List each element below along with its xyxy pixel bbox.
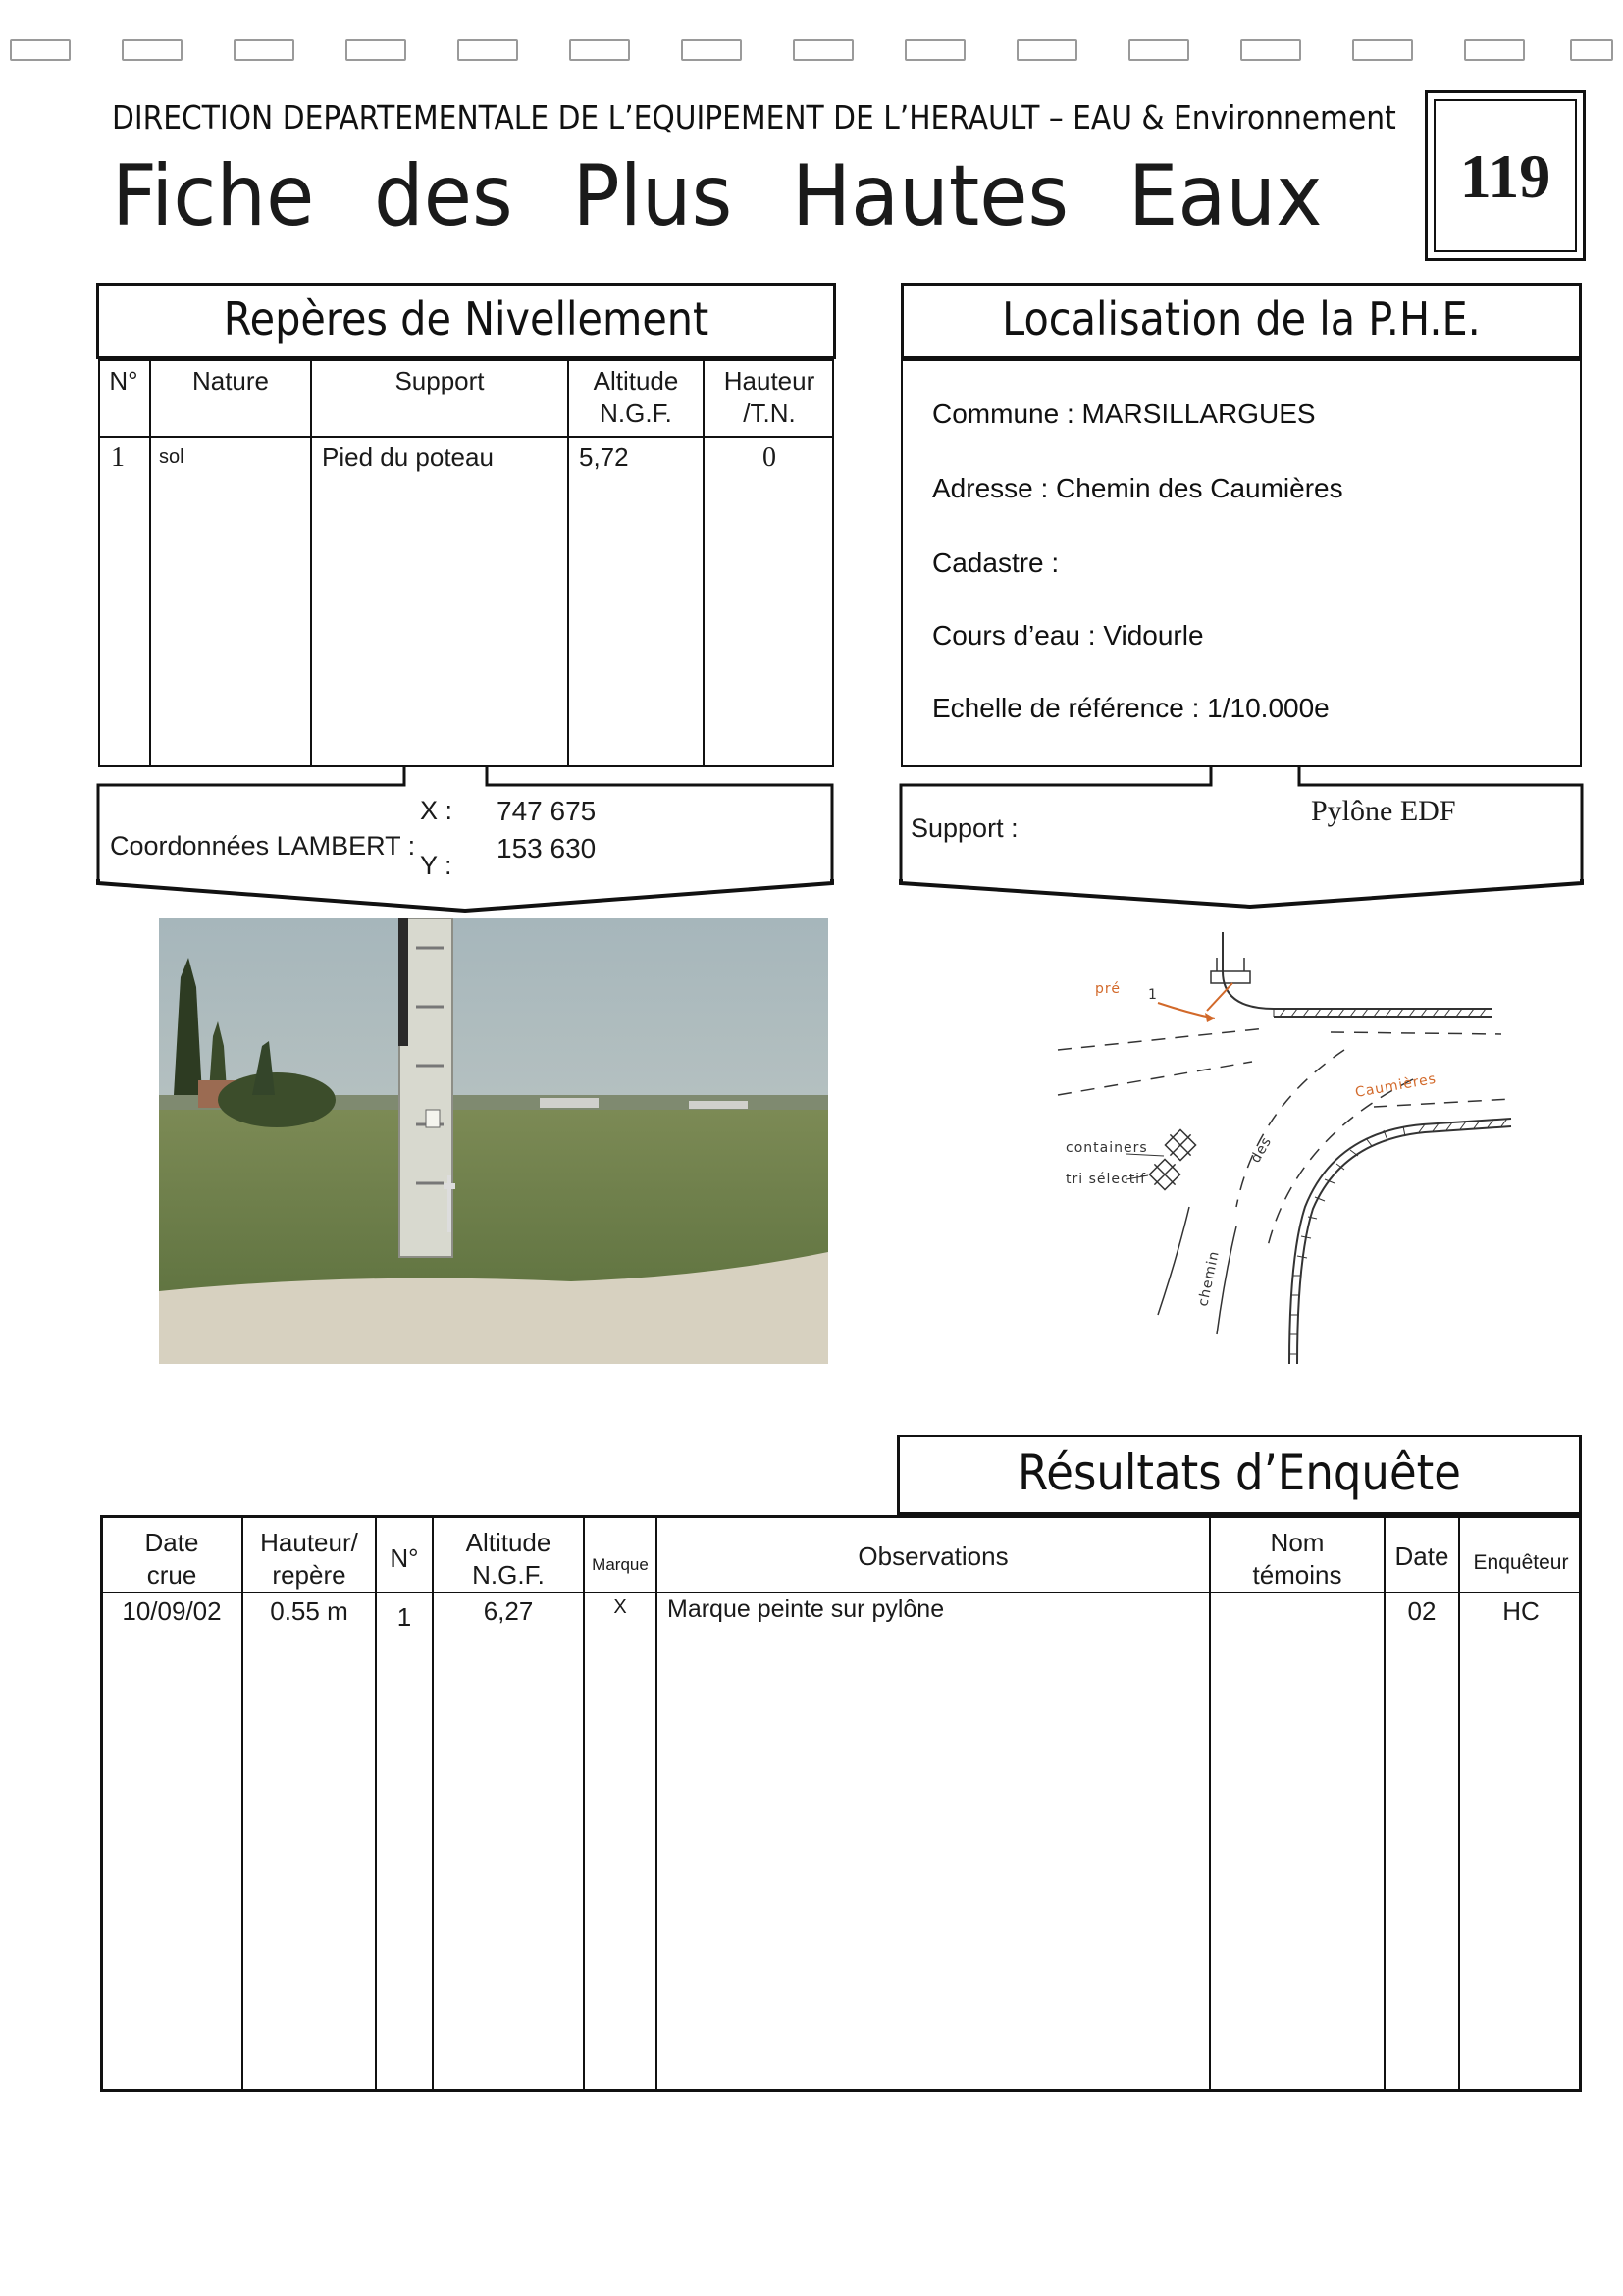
echelle: Echelle de référence : 1/10.000e bbox=[932, 693, 1330, 723]
col-hauteur-repere: Hauteur/ repère bbox=[260, 1528, 358, 1590]
col-n-res: N° bbox=[390, 1543, 419, 1573]
site-photo bbox=[159, 918, 828, 1364]
resultats-title: Résultats d’Enquête bbox=[1018, 1444, 1461, 1501]
label-caumieres: Caumières bbox=[1353, 1070, 1439, 1101]
location-sketch bbox=[1040, 922, 1550, 1374]
col-altitude: Altitude N.G.F. bbox=[593, 366, 679, 428]
col-support: Support bbox=[394, 366, 485, 395]
col-altitude-res: Altitude N.G.F. bbox=[465, 1528, 551, 1590]
localisation-title: Localisation de la P.H.E. bbox=[1002, 292, 1481, 345]
label-chemin: chemin bbox=[1195, 1249, 1223, 1308]
fiche-number-box bbox=[1425, 90, 1586, 261]
col-date-crue: Date crue bbox=[144, 1528, 199, 1590]
col-nature: Nature bbox=[191, 366, 270, 395]
page-title: Fiche des Plus Hautes Eaux bbox=[112, 147, 1323, 245]
adresse: Adresse : Chemin des Caumières bbox=[932, 473, 1343, 503]
fiche-number: 119 bbox=[1459, 141, 1551, 211]
lambert-y-value: 153 630 bbox=[497, 833, 597, 863]
col-n: N° bbox=[109, 366, 138, 395]
label-marker: 1 bbox=[1148, 987, 1158, 1003]
reperes-title: Repères de Nivellement bbox=[223, 292, 709, 345]
lambert-x-value: 747 675 bbox=[497, 796, 597, 826]
col-hauteur: Hauteur /T.N. bbox=[723, 366, 815, 428]
col-enqueteur: Enquêteur bbox=[1473, 1551, 1569, 1574]
col-date-enq: Date bbox=[1394, 1541, 1449, 1571]
organisation-header: DIRECTION DEPARTEMENTALE DE L’EQUIPEMENT DE L’HERAULT – EAU & Environnement bbox=[112, 98, 1396, 136]
cadastre: Cadastre : bbox=[932, 548, 1060, 578]
cours-eau: Cours d’eau : Vidourle bbox=[932, 620, 1204, 651]
label-containers: containers bbox=[1066, 1140, 1148, 1156]
label-des: des bbox=[1247, 1133, 1276, 1166]
support-value: Pylône EDF bbox=[1311, 795, 1456, 827]
label-pre: pré bbox=[1095, 981, 1121, 997]
col-marque: Marque bbox=[592, 1555, 649, 1574]
lambert-label: Coordonnées LAMBERT : bbox=[110, 831, 416, 861]
col-observations: Observations bbox=[858, 1541, 1009, 1571]
commune: Commune : MARSILLARGUES bbox=[932, 398, 1316, 429]
lambert-y-label: Y : bbox=[420, 851, 452, 880]
lambert-x-label: X : bbox=[420, 796, 453, 825]
label-tri: tri sélectif bbox=[1066, 1172, 1146, 1187]
col-nom-temoins: Nom témoins bbox=[1252, 1528, 1342, 1590]
support-label: Support : bbox=[911, 813, 1019, 843]
